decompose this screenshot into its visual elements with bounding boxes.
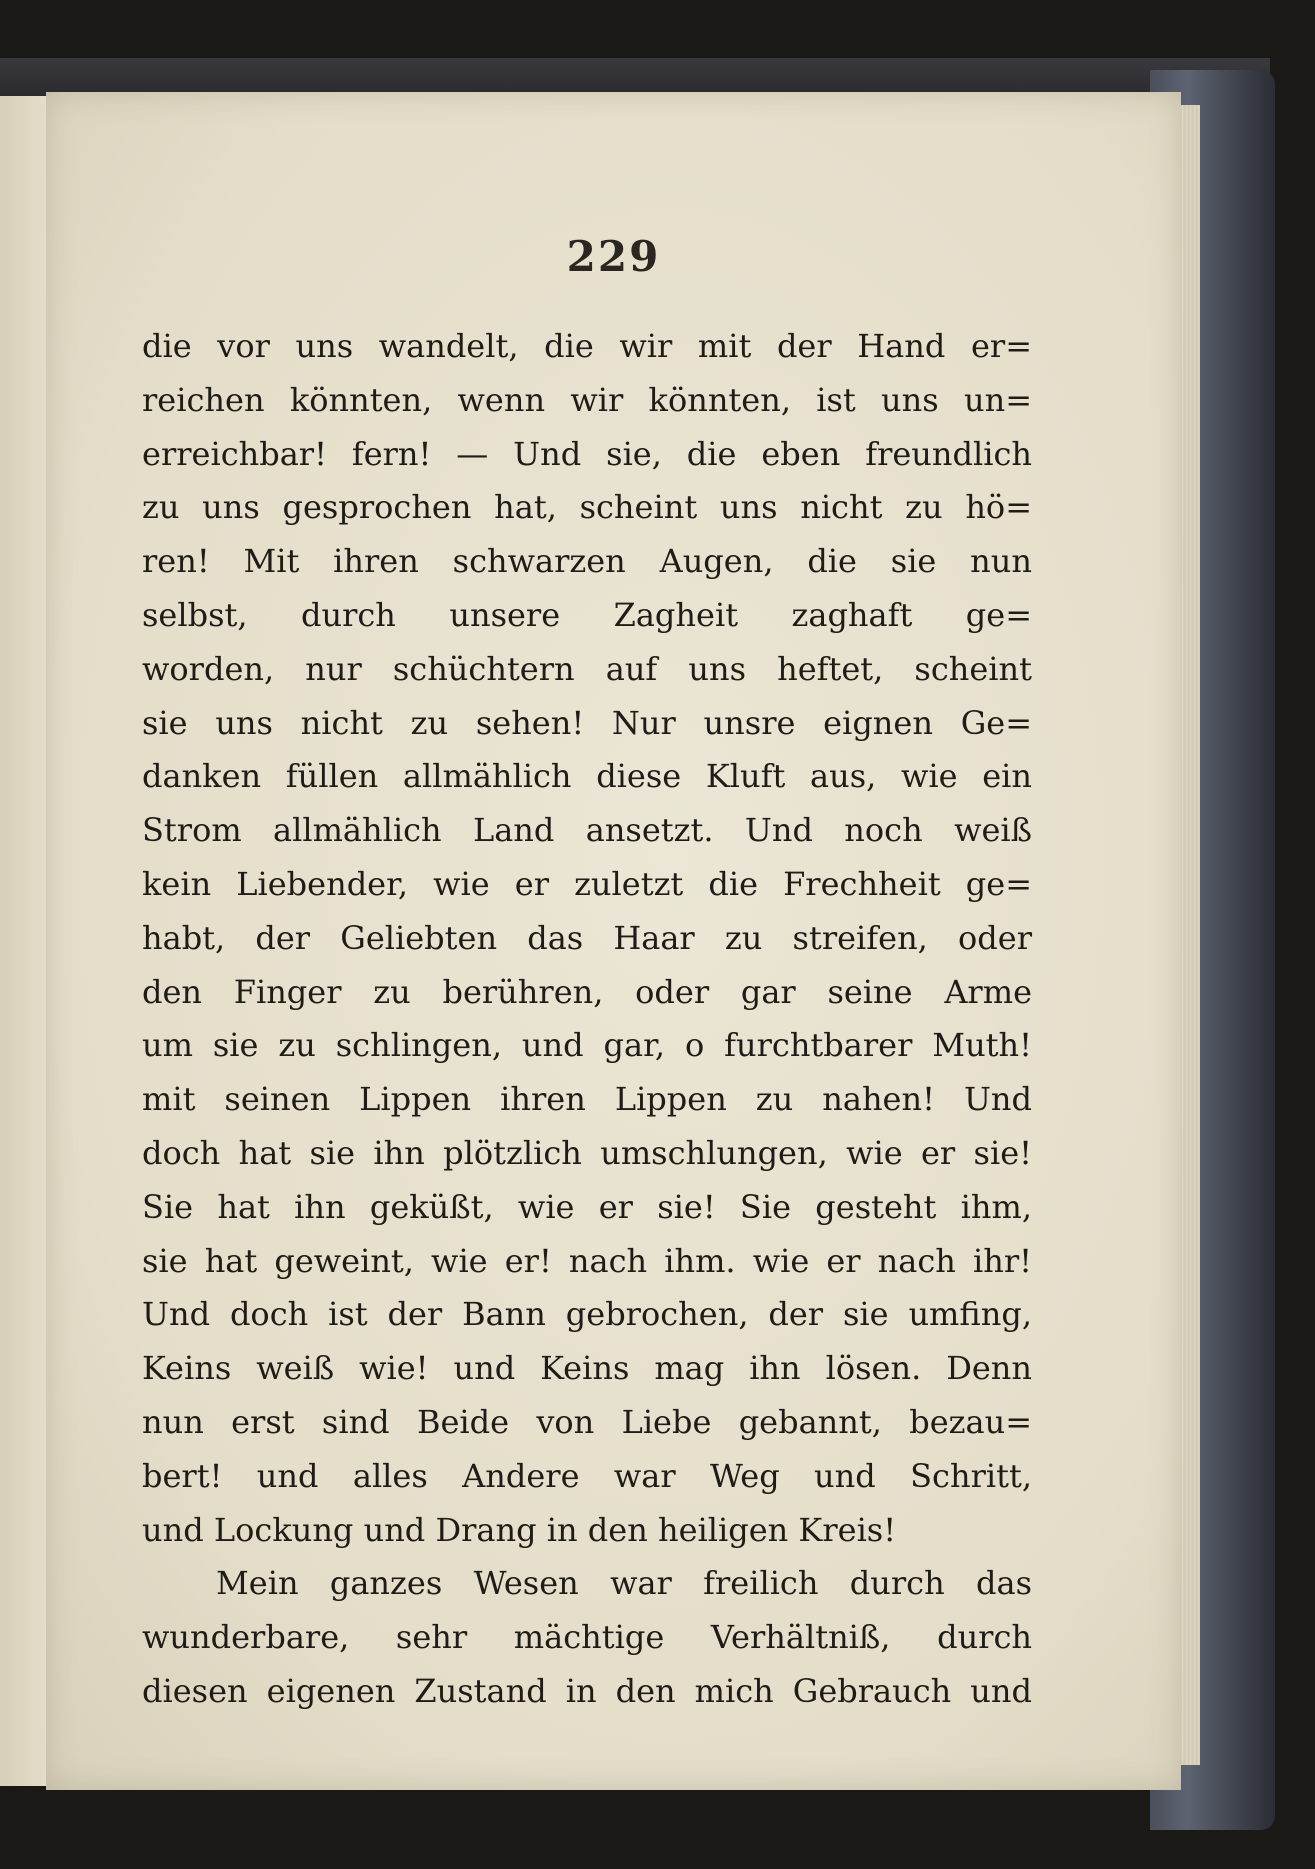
text-line: die vor uns wandelt, die wir mit der Hand er=	[142, 327, 1032, 365]
text-line: diesen eigenen Zustand in den mich Gebrauch und	[142, 1671, 1032, 1710]
page-number: 229	[566, 232, 661, 281]
text-line: worden, nur schüchtern auf uns heftet, scheint	[142, 649, 1032, 688]
text-line: wunderbare, sehr mächtige Verhältniß, durch	[142, 1618, 1032, 1657]
text-line: mit seinen Lippen ihren Lippen zu nahen! Und	[142, 1080, 1032, 1119]
text-line: Und doch ist der Bann gebrochen, der sie umfing,	[142, 1295, 1032, 1334]
text-line: und Lockung und Drang in den heiligen Kreis!	[142, 1510, 897, 1549]
text-line: Keins weiß wie! und Keins mag ihn lösen. Denn	[142, 1349, 1032, 1388]
book-page	[46, 92, 1181, 1790]
previous-page-margin	[0, 96, 48, 1786]
text-line: doch hat sie ihn plötzlich umschlungen, wie er sie!	[142, 1133, 1032, 1172]
text-line: sie hat geweint, wie er! nach ihm. wie er nach ihr!	[142, 1241, 1032, 1280]
text-line: habt, der Geliebten das Haar zu streifen, oder	[142, 918, 1032, 957]
text-line: kein Liebender, wie er zuletzt die Frechheit ge=	[142, 864, 1032, 903]
text-line: bert! und alles Andere war Weg und Schritt,	[142, 1456, 1032, 1495]
text-line: nun erst sind Beide von Liebe gebannt, bezau=	[142, 1402, 1032, 1441]
text-line: Mein ganzes Wesen war freilich durch das	[216, 1564, 1032, 1603]
text-line: um sie zu schlingen, und gar, o furchtbarer Muth!	[142, 1026, 1032, 1065]
text-line: reichen könnten, wenn wir könnten, ist uns un=	[142, 380, 1032, 419]
page-body-text	[142, 320, 1032, 1719]
text-line: erreichbar! fern! — Und sie, die eben freundlich	[142, 434, 1032, 473]
text-line: sie uns nicht zu sehen! Nur unsre eignen Ge=	[142, 703, 1032, 742]
text-line: Sie hat ihn geküßt, wie er sie! Sie gesteht ihm,	[142, 1187, 1032, 1226]
text-line: Strom allmählich Land ansetzt. Und noch weiß	[142, 811, 1032, 850]
text-line: zu uns gesprochen hat, scheint uns nicht zu hö=	[142, 488, 1032, 527]
text-line: danken füllen allmählich diese Kluft aus, wie ein	[142, 757, 1032, 796]
text-line: selbst, durch unsere Zagheit zaghaft ge=	[142, 595, 1032, 634]
text-line: ren! Mit ihren schwarzen Augen, die sie nun	[142, 542, 1032, 581]
text-line: den Finger zu berühren, oder gar seine Arme	[142, 972, 1032, 1011]
